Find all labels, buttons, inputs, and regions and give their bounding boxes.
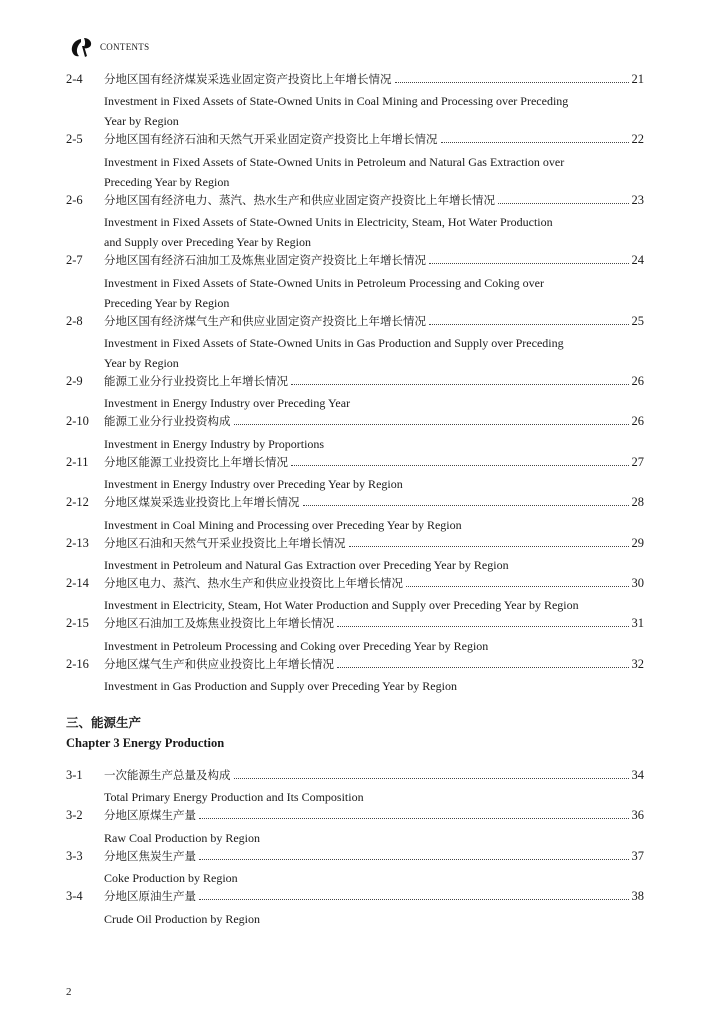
toc-entry-title-en: Investment in Electricity, Steam, Hot Water Production and Supply over Preceding Year by Region (104, 598, 579, 613)
toc-entry-title-zh: 分地区能源工业投资比上年增长情况 (104, 454, 288, 469)
toc-entry-page: 27 (631, 454, 644, 469)
toc-entry-row (66, 454, 644, 474)
toc-entry-page: 29 (631, 535, 644, 550)
toc-entry-title-zh: 一次能源生产总量及构成 (104, 768, 231, 783)
toc-list-chapter-2 (66, 71, 644, 696)
toc-entry-number: 2-8 (66, 313, 83, 328)
dot-leader (406, 586, 629, 587)
toc-entry-title-en: Investment in Petroleum and Natural Gas Extraction over Preceding Year by Region (104, 557, 509, 572)
toc-entry-title-zh: 分地区原煤生产量 (104, 808, 196, 823)
toc-entry-row (66, 131, 644, 151)
chapter-title-zh: 三、能源生产 (66, 715, 142, 731)
header-title: CONTENTS (100, 42, 150, 52)
toc-list-chapter-3 (66, 767, 644, 929)
toc-entry-title-en: Investment in Gas Production and Supply over Preceding Year by Region (104, 679, 457, 694)
toc-entry[interactable] (66, 575, 644, 615)
toc-entry-number: 2-10 (66, 414, 89, 429)
toc-entry[interactable] (66, 192, 644, 252)
dot-leader (291, 465, 629, 466)
publisher-logo-icon (70, 36, 94, 58)
toc-entry[interactable] (66, 848, 644, 888)
toc-entry[interactable] (66, 888, 644, 928)
dot-leader (234, 424, 629, 425)
toc-entry-title-en: Raw Coal Production by Region (104, 830, 260, 845)
toc-entry[interactable] (66, 494, 644, 534)
chapter-title-en: Chapter 3 Energy Production (66, 736, 225, 751)
toc-entry-row (66, 413, 644, 433)
toc-entry-number: 2-5 (66, 132, 83, 147)
toc-entry-title-en: Investment in Energy Industry over Preceding Year (104, 396, 351, 411)
toc-entry-number: 3-3 (66, 848, 83, 863)
toc-entry-title-en: Investment in Coal Mining and Processing over Preceding Year by Region (104, 517, 462, 532)
dot-leader (337, 626, 629, 627)
toc-entry-title-zh: 分地区电力、蒸汽、热水生产和供应业投资比上年增长情况 (104, 575, 403, 590)
toc-entry-title-zh: 分地区国有经济石油和天然气开采业固定资产投资比上年增长情况 (104, 132, 438, 147)
toc-entry-number: 2-15 (66, 616, 89, 631)
toc-entry-title-zh: 分地区国有经济煤气生产和供应业固定资产投资比上年增长情况 (104, 313, 426, 328)
toc-entry-title-en: Investment in Petroleum Processing and Coking over Preceding Year by Region (104, 638, 489, 653)
toc-entry-row (66, 767, 644, 787)
toc-entry-title-en: Investment in Energy Industry over Preceding Year by Region (104, 477, 403, 492)
toc-entry-number: 2-16 (66, 656, 89, 671)
toc-entry-number: 3-1 (66, 768, 83, 783)
toc-entry-title-zh: 能源工业分行业投资构成 (104, 414, 231, 429)
toc-entry-title-en: Investment in Energy Industry by Proportions (104, 436, 325, 451)
toc-entry-page: 24 (631, 253, 644, 268)
dot-leader (199, 899, 629, 900)
toc-entry-number: 3-2 (66, 808, 83, 823)
toc-entry-page: 26 (631, 373, 644, 388)
dot-leader (199, 859, 629, 860)
toc-entry[interactable] (66, 656, 644, 696)
toc-entry-row (66, 535, 644, 555)
toc-entry[interactable] (66, 131, 644, 191)
toc-entry-title-zh: 分地区石油和天然气开采业投资比上年增长情况 (104, 535, 346, 550)
toc-entry-title-en: Investment in Fixed Assets of State-Owned Units in Petroleum Processing and Coking over (104, 275, 544, 290)
toc-entry-title-en: and Supply over Preceding Year by Region (104, 235, 311, 250)
toc-entry[interactable] (66, 535, 644, 575)
toc-entry-title-zh: 分地区原油生产量 (104, 889, 196, 904)
toc-entry-page: 37 (631, 848, 644, 863)
toc-entry-title-en: Preceding Year by Region (104, 174, 230, 189)
toc-entry-row (66, 252, 644, 272)
toc-entry-page: 21 (631, 72, 644, 86)
toc-entry-page: 30 (631, 575, 644, 590)
toc-entry-row (66, 373, 644, 393)
toc-entry-page: 34 (631, 768, 644, 783)
toc-entry-title-en: Year by Region (104, 114, 179, 129)
toc-entry-number: 2-7 (66, 253, 83, 268)
toc-entry-page: 31 (631, 616, 644, 631)
toc-entry[interactable] (66, 252, 644, 312)
toc-entry-number: 2-14 (66, 575, 89, 590)
toc-entry-row (66, 848, 644, 868)
toc-entry-number: 2-11 (66, 454, 89, 469)
toc-entry-title-zh: 分地区石油加工及炼焦业投资比上年增长情况 (104, 616, 334, 631)
toc-entry-title-zh: 能源工业分行业投资比上年增长情况 (104, 373, 288, 388)
table-of-contents (66, 71, 644, 929)
toc-entry-title-en: Year by Region (104, 355, 179, 370)
dot-leader (199, 818, 629, 819)
toc-entry-title-en: Crude Oil Production by Region (104, 911, 260, 926)
toc-entry-row (66, 575, 644, 595)
toc-entry-number: 3-4 (66, 889, 83, 904)
dot-leader (395, 82, 629, 83)
toc-entry-title-en: Preceding Year by Region (104, 295, 230, 310)
toc-entry-page: 32 (631, 656, 644, 671)
toc-entry-title-zh: 分地区煤炭采选业投资比上年增长情况 (104, 495, 300, 510)
toc-entry-title-en: Investment in Fixed Assets of State-Owned Units in Electricity, Steam, Hot Water Production (104, 215, 553, 230)
toc-entry-page: 36 (631, 808, 644, 823)
toc-entry-row (66, 71, 644, 91)
dot-leader (441, 142, 629, 143)
dot-leader (498, 203, 629, 204)
toc-entry-page: 28 (631, 495, 644, 510)
toc-entry-page: 23 (631, 192, 644, 207)
toc-entry-title-zh: 分地区国有经济石油加工及炼焦业固定资产投资比上年增长情况 (104, 253, 426, 268)
toc-entry-title-en: Coke Production by Region (104, 871, 238, 886)
toc-entry-number: 2-4 (66, 72, 83, 86)
dot-leader (349, 546, 629, 547)
page-number: 2 (66, 986, 72, 998)
toc-entry-title-zh: 分地区煤气生产和供应业投资比上年增长情况 (104, 656, 334, 671)
toc-entry[interactable] (66, 807, 644, 847)
dot-leader (291, 384, 629, 385)
toc-entry[interactable] (66, 373, 644, 413)
toc-entry-page: 22 (631, 132, 644, 147)
toc-entry-row (66, 888, 644, 908)
toc-entry[interactable] (66, 313, 644, 373)
toc-entry[interactable] (66, 413, 644, 453)
dot-leader (234, 778, 629, 779)
toc-entry-title-zh: 分地区国有经济电力、蒸汽、热水生产和供应业固定资产投资比上年增长情况 (104, 192, 495, 207)
dot-leader (429, 263, 629, 264)
chapter-heading (66, 712, 644, 753)
toc-entry-title-en: Investment in Fixed Assets of State-Owned Units in Coal Mining and Processing over Preceding (104, 94, 569, 109)
toc-entry-title-en: Investment in Fixed Assets of State-Owned Units in Gas Production and Supply over Preceding (104, 335, 564, 350)
toc-entry-page: 25 (631, 313, 644, 328)
toc-entry-page: 26 (631, 414, 644, 429)
toc-entry-row (66, 656, 644, 676)
toc-entry[interactable] (66, 454, 644, 494)
toc-entry-title-en: Total Primary Energy Production and Its Composition (104, 790, 364, 805)
toc-entry-number: 2-9 (66, 373, 83, 388)
dot-leader (303, 505, 629, 506)
page-header (70, 36, 149, 58)
toc-entry[interactable] (66, 615, 644, 655)
toc-entry-number: 2-13 (66, 535, 89, 550)
toc-entry-row (66, 192, 644, 212)
toc-entry[interactable] (66, 71, 644, 131)
toc-entry-row (66, 615, 644, 635)
toc-entry-number: 2-6 (66, 192, 83, 207)
toc-entry-row (66, 494, 644, 514)
toc-entry-row (66, 807, 644, 827)
dot-leader (337, 667, 629, 668)
toc-entry-page: 38 (631, 889, 644, 904)
toc-entry-title-zh: 分地区焦炭生产量 (104, 848, 196, 863)
toc-entry-title-zh: 分地区国有经济煤炭采选业固定资产投资比上年增长情况 (104, 72, 392, 86)
dot-leader (429, 324, 629, 325)
toc-entry-title-en: Investment in Fixed Assets of State-Owned Units in Petroleum and Natural Gas Extraction over (104, 154, 565, 169)
toc-entry-number: 2-12 (66, 495, 89, 510)
toc-entry-row (66, 313, 644, 333)
toc-entry[interactable] (66, 767, 644, 807)
